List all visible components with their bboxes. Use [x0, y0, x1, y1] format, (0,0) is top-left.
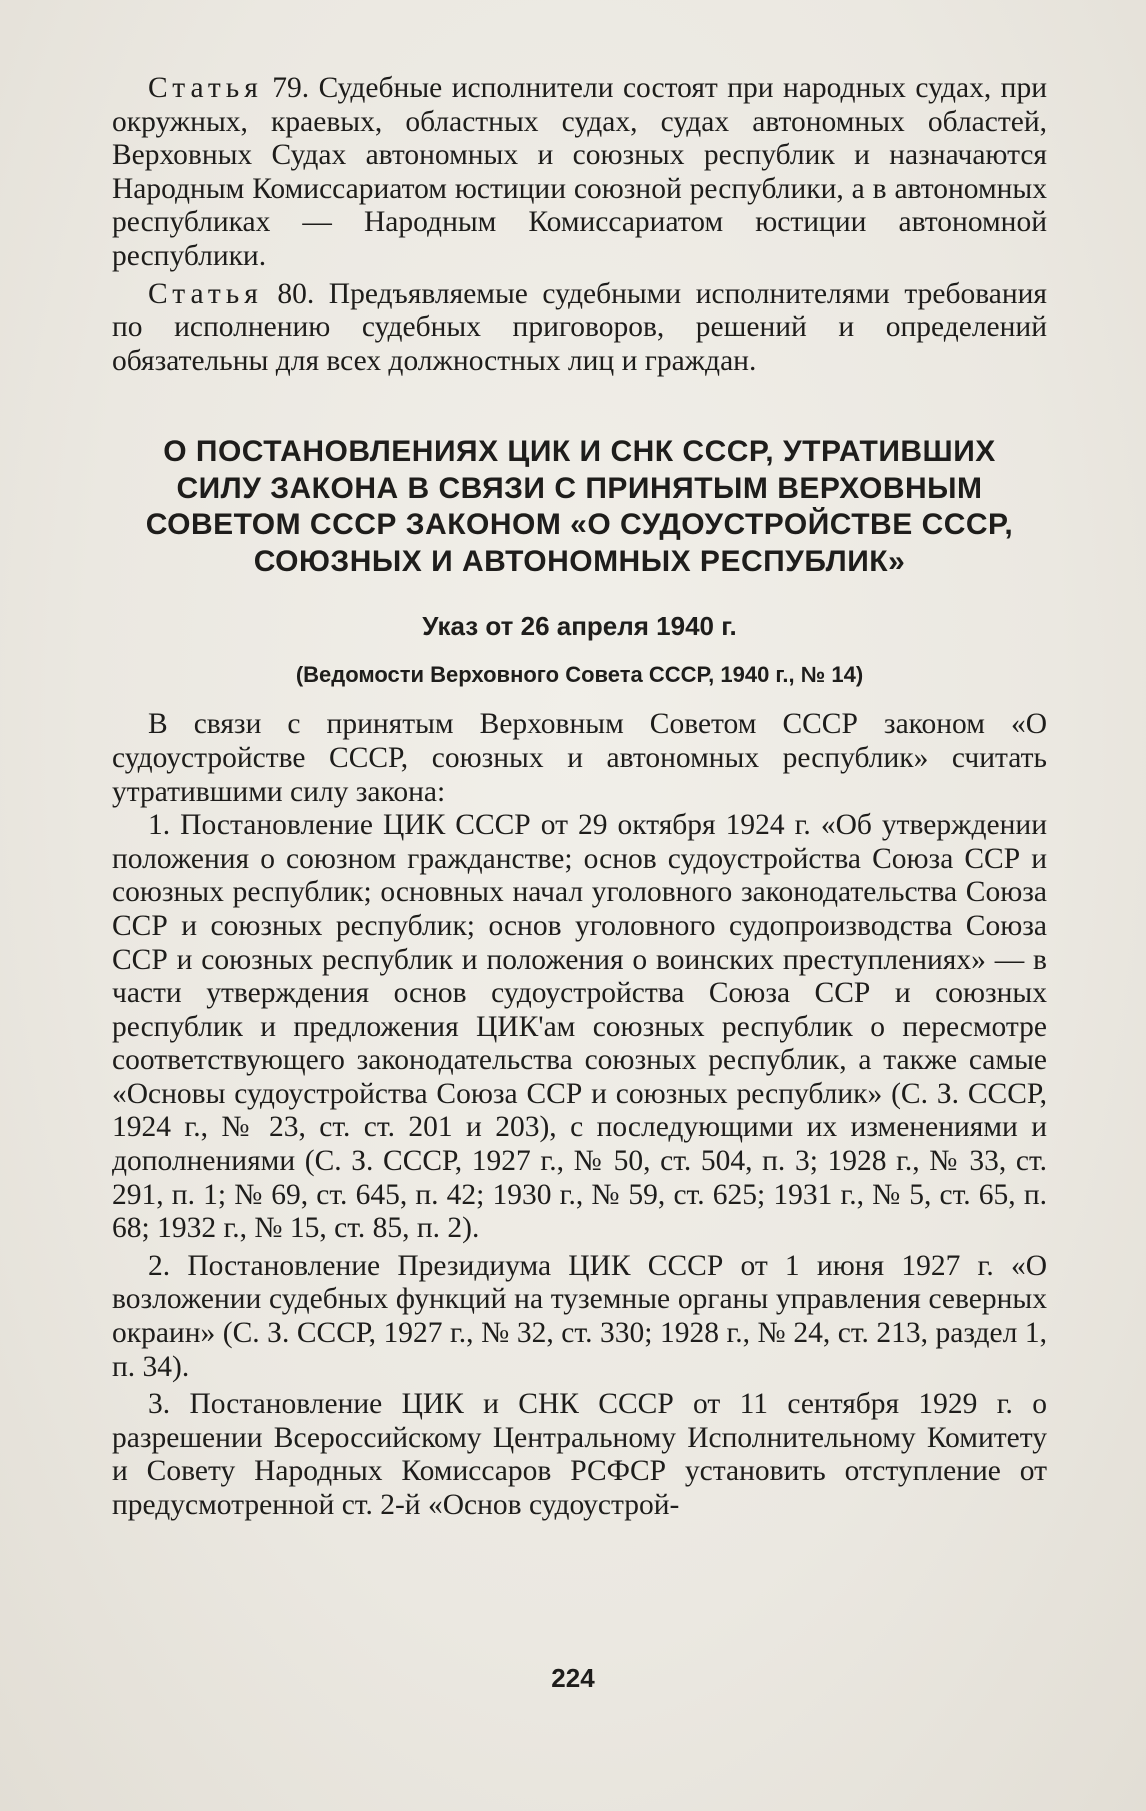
heading-line-1: О ПОСТАНОВЛЕНИЯХ ЦИК И СНК СССР, УТРАТИВШИХ: [163, 435, 996, 469]
heading-line-2: СИЛУ ЗАКОНА В СВЯЗИ С ПРИНЯТЫМ ВЕРХОВНЫМ: [176, 471, 983, 505]
article-79-label: Статья: [148, 72, 263, 104]
page-number: 224: [551, 1663, 595, 1693]
article-80-text: 80. Предъявляемые судебными исполнителями требования по исполнению судебных приговоров, решений и определений обязательны для всех должностных лиц и граждан.: [112, 277, 1047, 377]
page-body: [112, 72, 1047, 1523]
article-80-label: Статья: [148, 277, 263, 310]
section-heading: [112, 434, 1047, 580]
source-reference: (Ведомости Верховного Совета СССР, 1940 г., № 14): [295, 662, 864, 688]
intro-paragraph: В связи с принятым Верховным Советом СССР законом «О судоустройстве СССР, союзных и автономных республик» считать утратившими силу закона:: [112, 708, 1047, 808]
list-item-1: 1. Постановление ЦИК СССР от 29 октября 1924 г. «Об утверждении положения о союзном гражданстве; основ судоустройства Союза ССР и союзных республик; основных начал уголовного законодательства Союза ССР и союзных республик; основ уголовного судопроизводства Союза ССР и союзных республик и положения о воинских преступлениях» — в части утверждения основ судоустройства Союза ССР и союзных республик и предложения ЦИК'ам союзных республик о пересмотре соответствующего законодательства союзных республик, а также самые «Основы судоустройства Союза ССР и союзных республик» (С. З. СССР, 1924 г., № 23, ст. ст. 201 и 203), с последующими их изменениями и дополнениями (С. З. СССР, 1927 г., № 50, ст. 504, п. 3; 1928 г., № 33, ст. 291, п. 1; № 69, ст. 645, п. 42; 1930 г., № 59, ст. 625; 1931 г., № 5, ст. 65, п. 68; 1932 г., № 15, ст. 85, п. 2).: [112, 809, 1047, 1245]
heading-line-3: СОВЕТОМ СССР ЗАКОНОМ «О СУДОУСТРОЙСТВЕ СССР,: [145, 508, 1014, 542]
list-item-3: 3. Постановление ЦИК и СНК СССР от 11 сентября 1929 г. о разрешении Всероссийскому Центральному Исполнительному Комитету и Совету Народных Комиссаров РСФСР установить отступление от предусмотренной ст. 2-й «Основ судоустрой-: [112, 1388, 1047, 1521]
list-item-2: 2. Постановление Президиума ЦИК СССР от 1 июня 1927 г. «О возложении судебных функций на туземные органы управления северных окраин» (С. З. СССР, 1927 г., № 32, ст. 330; 1928 г., № 24, ст. 213, раздел 1, п. 34).: [112, 1249, 1047, 1383]
article-79-text: 79. Судебные исполнители состоят при народных судах, при окружных, краевых, областных судах, судах автономных областей, Верховных Судах автономных и союзных республик и назначаются Народным Комиссариатом юстиции союзной республики, а в автономных республиках — Народным Комиссариатом юстиции автономной республики.: [112, 72, 1047, 272]
decree-date: Указ от 26 апреля 1940 г.: [422, 611, 737, 642]
article-80: [112, 278, 1047, 379]
decree-body: [112, 708, 1047, 1522]
article-79: [112, 72, 1047, 274]
heading-line-4: СОЮЗНЫХ И АВТОНОМНЫХ РЕСПУБЛИК»: [253, 544, 906, 578]
